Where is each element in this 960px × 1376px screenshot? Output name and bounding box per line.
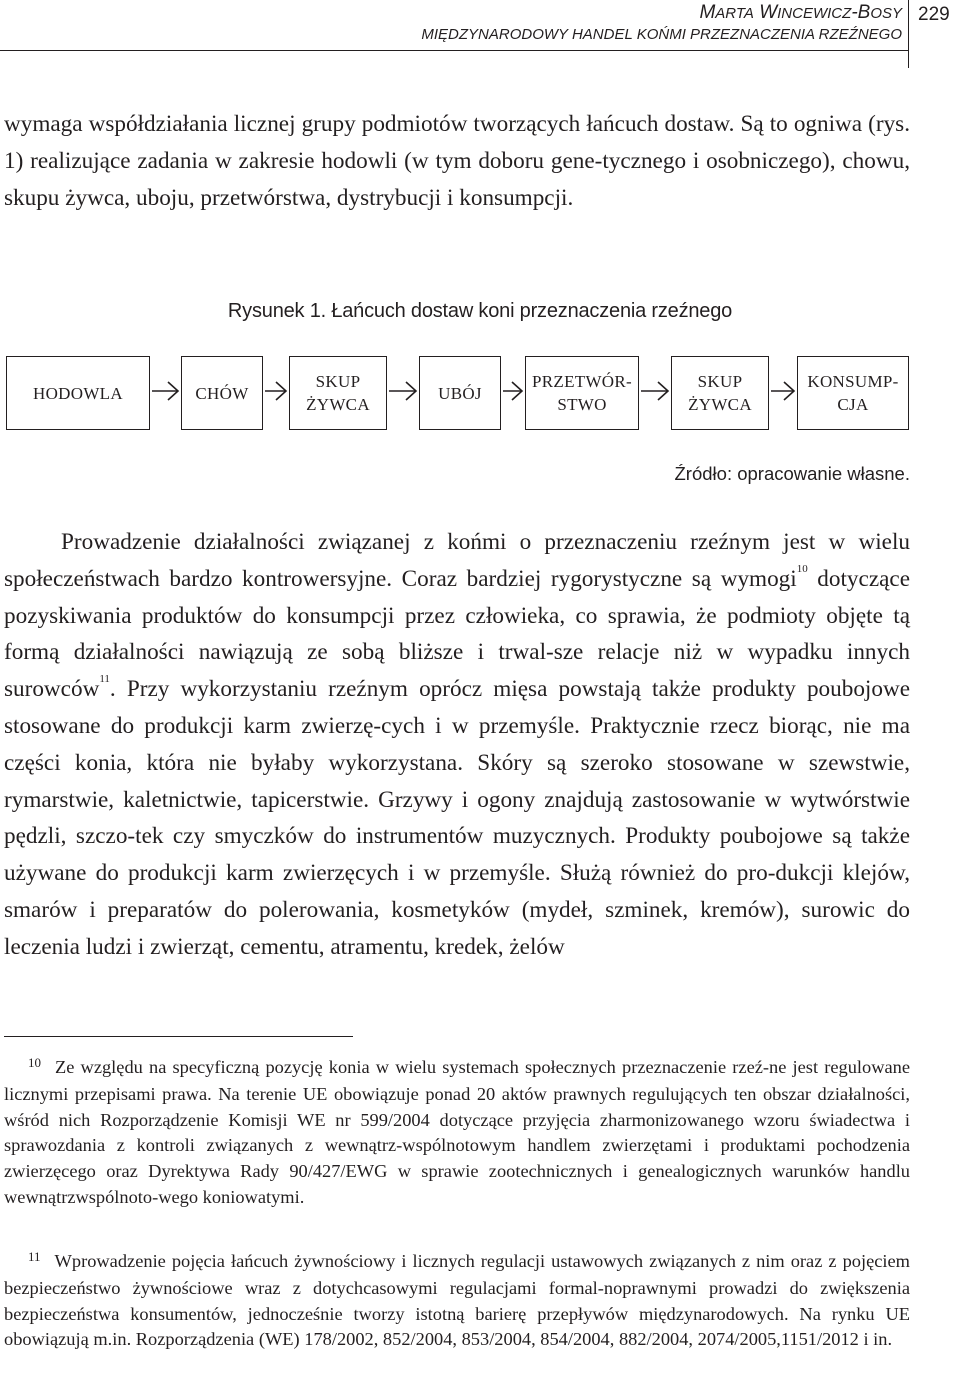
paragraph-1: wymaga współdziałania licznej grupy podmiotów tworzących łańcuch dostaw. Są to ogniwa (rys. 1) realizujące zadania w zakresie hodowli (w tym doboru gene-tycznego i osobniczego), chowu, skupu żywca, uboju, przetwórstwa, dystrybucji i konsumpcji. <box>4 111 910 211</box>
step-konsumpcja: KONSUMP- CJA <box>797 356 909 430</box>
paragraph-2: Prowadzenie działalności związanej z końmi o przeznaczeniu rzeźnym jest w wielu społeczeństwach bardzo kontrowersyjne. Coraz bardziej rygorystyczne są wymogi$^{10}$ dotyczące pozyskiwania produktów do konsumpcji przez człowieka, co sprawia, że podmioty objęte tą formą działalności nawiązują ze sobą bliższe i trwal-sze relacje niż w wypadku innych surowców$^{11}$. Przy wykorzystaniu rzeźnym oprócz mięsa powstają także produkty poubojowe stosowane do produkcji karm zwierzę-cych i w przemyśle. Praktycznie rzecz biorąc, nie ma części konia, która nie byłaby wykorzystana. Skóry są szeroko stosowane w szewstwie, rymarstwie, kaletnictwie, tapicerstwie. Grzywy i ogony znajdują zastosowanie w wytwórstwie pędzli, szczo-tek czy smyczków do instrumentów muzycznych. Produkty poubojowe są także używane do produkcji karm zwierzęcych i w przemyśle. Służą również do pro-dukcji klejów, smarów i preparatów do polerowania, kosmetyków (mydeł, szminek, kremów), surowic do leczenia ludzi i zwierząt, cementu, atramentu, kredek, żelów <box>4 529 910 960</box>
header-vertical-divider <box>908 0 909 68</box>
header-title: MIĘDZYNARODOWY HANDEL KOŃMI PRZEZNACZENIA RZEŹNEGO <box>421 26 902 43</box>
footnote-11: $^{11}$ Wprowadzenie pojęcia łańcuch żywnościowy i licznych regulacji ustawowych związanych z nim oraz z pojęciem bezpieczeństwo żywnościowe wraz z dotychcasowymi regulacjami formal-noprawnymi prowadzi do zwiększenia bezpieczeństwa konsumentów, jednocześnie tworzy istotną barierę przepływów międzynarodowych. Na rynku UE obowiązują m.in. Rozporządzenia (WE) 178/2002, 852/2004, 853/2004, 854/2004, 882/2004, 2074/2005,1151/2012 i in. <box>4 1249 910 1350</box>
footnote-ref-11: 11 <box>99 673 110 686</box>
footnote-divider <box>4 1036 353 1037</box>
running-header <box>0 0 960 70</box>
header-divider <box>0 50 908 51</box>
page-number: 229 <box>918 4 950 25</box>
step-skup-zywca-1: SKUP ŻYWCA <box>289 356 387 430</box>
footnote-ref-10: 10 <box>796 562 808 575</box>
step-chow: CHÓW <box>181 356 263 430</box>
footnote-10: $^{10}$ Ze względu na specyficzną pozycję konia w wielu systemach społecznych przeznaczenie rzeź-ne jest regulowane licznymi przepisami prawa. Na terenie UE obowiązuje ponad 20 aktów prawnych regulujących ten obszar działalności, wśród nich Rozporządzenie Komisji WE nr 599/2004 dotyczące przyjęcia zharmonizowanego wzoru świadectwa i sprawozdania z kontroli związanych z wewnątrz-wspólnotowym handlem zwierzętami i produktami pochodzenia zwierzęcego oraz Dyrektywa Rady 90/427/EWG w sprawie zootechnicznych i genealogicznych warunków handlu wewnątrzwspólnoto-wego koniowatymi. <box>4 1055 910 1207</box>
header-author: MARTA WINCEWICZ-BOSY <box>699 2 902 23</box>
figure-source: Źródło: opracowanie własne. <box>674 463 910 484</box>
step-przetworstwo: PRZETWÓR- STWO <box>525 356 639 430</box>
figure-caption: Rysunek 1. Łańcuch dostaw koni przeznaczenia rzeźnego <box>227 300 733 322</box>
step-skup-zywca-2: SKUP ŻYWCA <box>671 356 769 430</box>
step-uboj: UBÓJ <box>419 356 501 430</box>
step-hodowla: HODOWLA <box>6 356 150 430</box>
supply-chain-diagram <box>0 350 960 440</box>
